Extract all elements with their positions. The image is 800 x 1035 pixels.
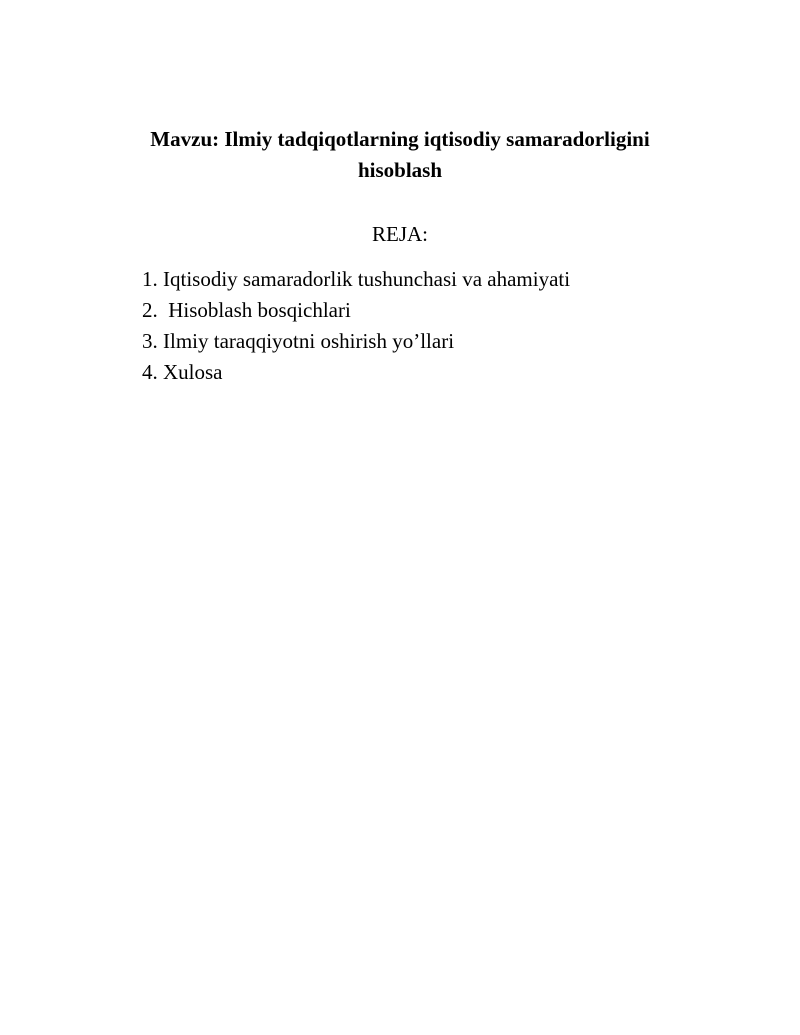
document-title-line-2: hisoblash bbox=[357, 158, 443, 182]
document-title-line-1: Mavzu: Ilmiy tadqiqotlarning iqtisodiy samaradorligini bbox=[150, 127, 650, 151]
plan-list bbox=[142, 264, 570, 388]
plan-item-3: 3. Ilmiy taraqqiyotni oshirish yo’llari bbox=[142, 329, 455, 353]
plan-item-1: 1. Iqtisodiy samaradorlik tushunchasi va ahamiyati bbox=[142, 267, 571, 291]
plan-item-4: 4. Xulosa bbox=[142, 360, 223, 384]
plan-item-2: 2. Hisoblash bosqichlari bbox=[142, 298, 351, 322]
document-title bbox=[100, 124, 700, 186]
plan-heading: REJA: bbox=[371, 222, 428, 246]
